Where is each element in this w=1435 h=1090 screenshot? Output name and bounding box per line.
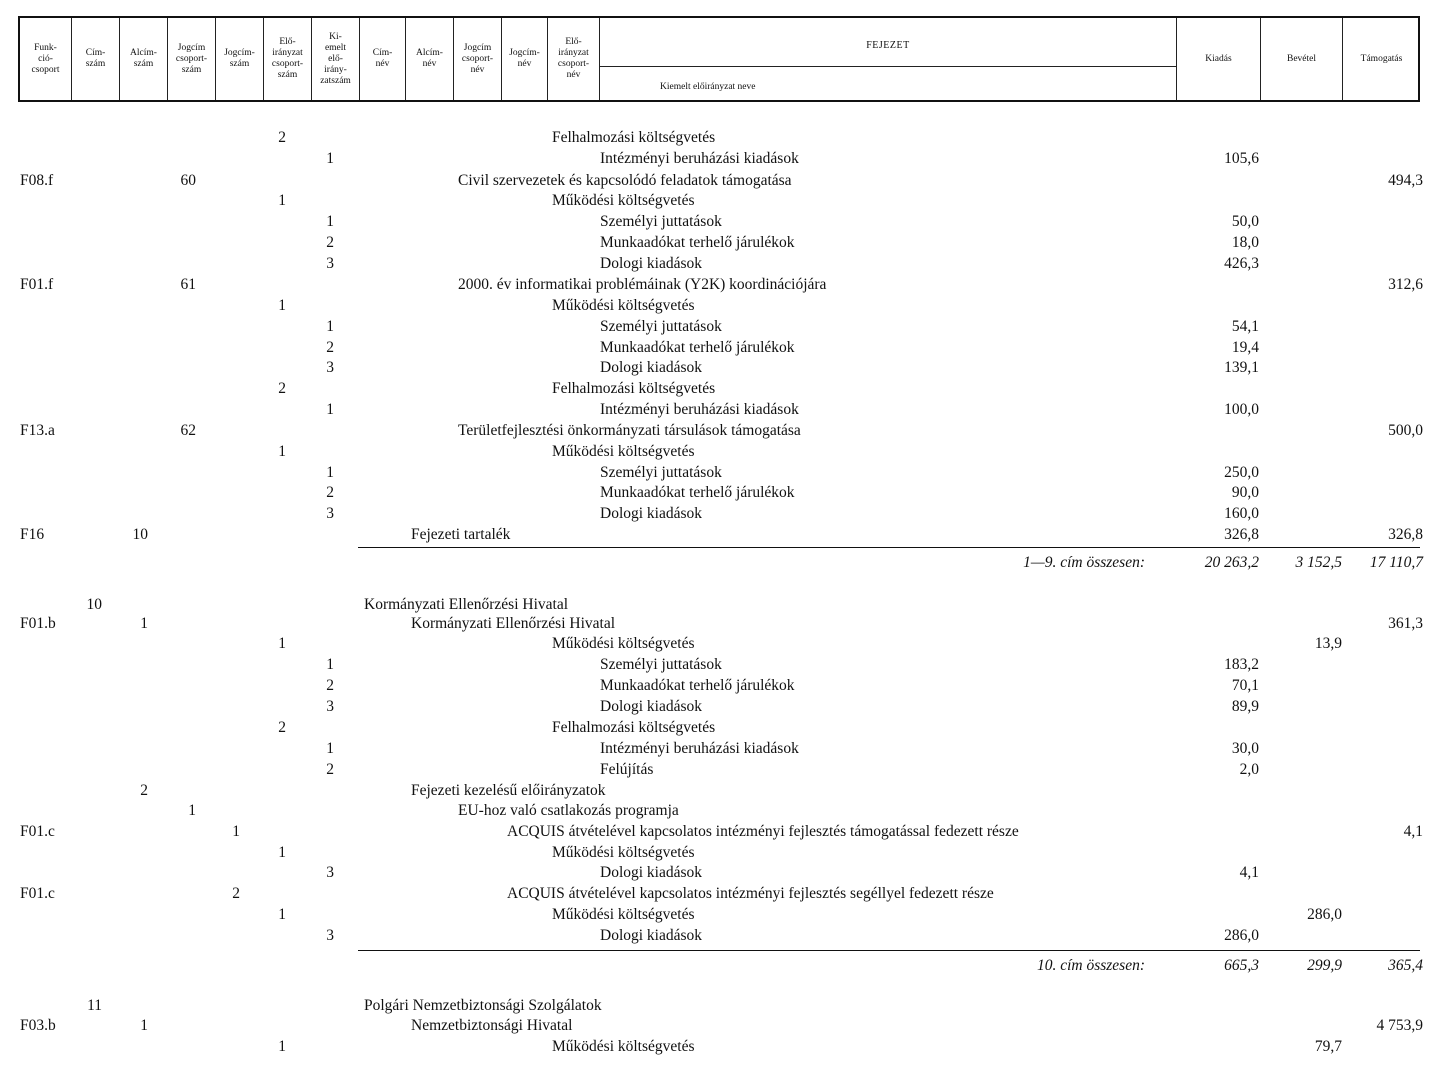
item-name: Munkaadókat terhelő járulékok	[600, 677, 795, 694]
item-name: ACQUIS átvételével kapcsolatos intézményi fejlesztés segéllyel fedezett része	[507, 885, 994, 902]
tamogatas-value: 365,4	[1388, 957, 1423, 974]
kiemelt-eloiranyzat-number: 1	[326, 150, 334, 167]
table-row	[0, 925, 1435, 946]
summary-label: 1—9. cím összesen:	[1023, 554, 1145, 571]
table-row	[0, 482, 1435, 503]
kiemelt-eloiranyzat-number: 1	[326, 318, 334, 335]
kiadas-value: 4,1	[1239, 864, 1259, 881]
tamogatas-value: 312,6	[1388, 276, 1423, 293]
jogcim-csoport-number: 1	[188, 802, 196, 819]
header-eloiranyzat-csoport-nev: Elő- irányzat csoport- név	[548, 18, 600, 100]
table-header	[18, 16, 1420, 102]
kiadas-value: 90,0	[1231, 484, 1259, 501]
item-name: Munkaadókat terhelő járulékok	[600, 484, 795, 501]
table-row	[0, 654, 1435, 675]
item-name: Területfejlesztési önkormányzati társulások támogatása	[458, 422, 801, 439]
header-jogcim-csoport-szam: Jogcím csoport- szám	[168, 18, 216, 100]
table-row	[0, 148, 1435, 169]
item-name: Felhalmozási költségvetés	[552, 380, 716, 397]
table-row	[0, 462, 1435, 483]
kiadas-value: 105,6	[1224, 150, 1259, 167]
table-row	[0, 337, 1435, 358]
alcim-number: 1	[140, 615, 148, 632]
kiadas-value: 89,9	[1231, 698, 1259, 715]
eloiranyzat-csoport-number: 2	[278, 719, 286, 736]
funkcio-code: F13.a	[20, 422, 55, 439]
table-row	[0, 274, 1435, 295]
tamogatas-value: 326,8	[1388, 526, 1423, 543]
header-fejezet	[600, 18, 1177, 100]
item-name: Személyi juttatások	[600, 464, 722, 481]
item-name: Felhalmozási költségvetés	[552, 129, 716, 146]
item-name: Felhalmozási költségvetés	[552, 719, 716, 736]
tamogatas-value: 500,0	[1388, 422, 1423, 439]
table-row	[0, 759, 1435, 780]
item-name: Fejezeti kezelésű előirányzatok	[411, 782, 606, 799]
header-kiemelt-eloiranyzat-szam: Ki- emelt elő- irány- zatszám	[312, 18, 360, 100]
eloiranyzat-csoport-number: 1	[278, 443, 286, 460]
kiadas-value: 70,1	[1231, 677, 1259, 694]
kiemelt-eloiranyzat-number: 1	[326, 740, 334, 757]
cim-number: 10	[86, 596, 102, 613]
eloiranyzat-csoport-number: 2	[278, 380, 286, 397]
item-name: Nemzetbiztonsági Hivatal	[411, 1017, 573, 1034]
kiadas-value: 30,0	[1231, 740, 1259, 757]
item-name: Munkaadókat terhelő járulékok	[600, 339, 795, 356]
header-jogcim-szam: Jogcím- szám	[216, 18, 264, 100]
item-name: Dologi kiadások	[600, 505, 703, 522]
kiadas-value: 100,0	[1224, 401, 1259, 418]
kiadas-value: 2,0	[1239, 761, 1259, 778]
kiemelt-eloiranyzat-number: 1	[326, 656, 334, 673]
kiemelt-eloiranyzat-number: 1	[326, 213, 334, 230]
table-row	[0, 995, 1435, 1016]
table-row	[0, 170, 1435, 191]
kiemelt-eloiranyzat-number: 3	[326, 698, 334, 715]
table-row	[0, 904, 1435, 925]
item-name: Felújítás	[600, 761, 654, 778]
table-row	[0, 842, 1435, 863]
table-row	[0, 253, 1435, 274]
eloiranyzat-csoport-number: 1	[278, 844, 286, 861]
header-alcim-szam: Alcím- szám	[120, 18, 168, 100]
table-row	[0, 738, 1435, 759]
header-eloiranyzat-csoport-szam: Elő- irányzat csoport- szám	[264, 18, 312, 100]
item-name: Kormányzati Ellenőrzési Hivatal	[411, 615, 616, 632]
kiadas-value: 18,0	[1231, 234, 1259, 251]
item-name: Dologi kiadások	[600, 864, 703, 881]
item-name: 2000. év informatikai problémáinak (Y2K) koordinációjára	[458, 276, 827, 293]
header-tamogatas: Támogatás	[1360, 53, 1403, 64]
kiemelt-eloiranyzat-number: 3	[326, 864, 334, 881]
item-name: Polgári Nemzetbiztonsági Szolgálatok	[364, 997, 602, 1014]
header-fejezet-divider	[600, 66, 1176, 67]
table-row	[0, 420, 1435, 441]
cim-number: 11	[87, 997, 102, 1014]
kiemelt-eloiranyzat-number: 1	[326, 464, 334, 481]
header-alcim-nev: Alcím- név	[406, 18, 454, 100]
item-name: Fejezeti tartalék	[411, 526, 511, 543]
bevetel-value: 13,9	[1314, 635, 1342, 652]
summary-row	[0, 552, 1435, 573]
item-name: Kormányzati Ellenőrzési Hivatal	[364, 596, 569, 613]
kiemelt-eloiranyzat-number: 2	[326, 234, 334, 251]
table-row	[0, 1036, 1435, 1057]
kiadas-value: 139,1	[1224, 359, 1259, 376]
table-row	[0, 503, 1435, 524]
table-row	[0, 316, 1435, 337]
tamogatas-value: 494,3	[1388, 172, 1423, 189]
funkcio-code: F01.f	[20, 276, 54, 293]
item-name: Működési költségvetés	[552, 844, 695, 861]
jogcim-number: 1	[232, 823, 240, 840]
alcim-number: 1	[140, 1017, 148, 1034]
item-name: Intézményi beruházási kiadások	[600, 740, 799, 757]
kiemelt-eloiranyzat-number: 3	[326, 927, 334, 944]
kiemelt-eloiranyzat-number: 3	[326, 255, 334, 272]
table-row	[0, 696, 1435, 717]
table-row	[0, 524, 1435, 545]
table-row	[0, 821, 1435, 842]
item-name: Civil szervezetek és kapcsolódó feladatok támogatása	[458, 172, 792, 189]
eloiranyzat-csoport-number: 1	[278, 906, 286, 923]
jogcim-number: 2	[232, 885, 240, 902]
item-name: Dologi kiadások	[600, 698, 703, 715]
item-name: Dologi kiadások	[600, 359, 703, 376]
eloiranyzat-csoport-number: 2	[278, 129, 286, 146]
tamogatas-value: 361,3	[1388, 615, 1423, 632]
table-row	[0, 232, 1435, 253]
item-name: Intézményi beruházási kiadások	[600, 150, 799, 167]
kiadas-value: 183,2	[1224, 656, 1259, 673]
header-jogcim-nev: Jogcím- név	[502, 18, 548, 100]
header-cim-nev: Cím- név	[360, 18, 406, 100]
kiadas-value: 250,0	[1224, 464, 1259, 481]
table-row	[0, 613, 1435, 634]
header-cim-szam: Cím- szám	[72, 18, 120, 100]
eloiranyzat-csoport-number: 1	[278, 192, 286, 209]
funkcio-code: F01.c	[20, 885, 55, 902]
table-row	[0, 295, 1435, 316]
item-name: Működési költségvetés	[552, 443, 695, 460]
kiemelt-eloiranyzat-number: 3	[326, 359, 334, 376]
alcim-number: 10	[132, 526, 148, 543]
header-jogcim-csoport-nev: Jogcím csoport- név	[454, 18, 502, 100]
kiadas-value: 50,0	[1231, 213, 1259, 230]
table-row	[0, 399, 1435, 420]
summary-rule	[358, 950, 1420, 951]
bevetel-value: 299,9	[1307, 957, 1342, 974]
bevetel-value: 3 152,5	[1295, 554, 1342, 571]
item-name: Személyi juttatások	[600, 656, 722, 673]
bevetel-value: 286,0	[1307, 906, 1342, 923]
kiadas-value: 286,0	[1224, 927, 1259, 944]
funkcio-code: F01.c	[20, 823, 55, 840]
tamogatas-value: 17 110,7	[1369, 554, 1423, 571]
table-row	[0, 190, 1435, 211]
table-row	[0, 594, 1435, 615]
table-row	[0, 800, 1435, 821]
header-bevetel: Bevétel	[1261, 18, 1343, 100]
summary-rule	[358, 547, 1420, 548]
item-name: Intézményi beruházási kiadások	[600, 401, 799, 418]
eloiranyzat-csoport-number: 1	[278, 635, 286, 652]
kiadas-value: 19,4	[1231, 339, 1259, 356]
table-row	[0, 883, 1435, 904]
item-name: Működési költségvetés	[552, 906, 695, 923]
table-row	[0, 1015, 1435, 1036]
item-name: Működési költségvetés	[552, 635, 695, 652]
summary-label: 10. cím összesen:	[1036, 957, 1145, 974]
tamogatas-value: 4 753,9	[1376, 1017, 1423, 1034]
kiemelt-eloiranyzat-number: 3	[326, 505, 334, 522]
table-row	[0, 378, 1435, 399]
kiemelt-eloiranyzat-number: 2	[326, 339, 334, 356]
table-row	[0, 717, 1435, 738]
item-name: Működési költségvetés	[552, 192, 695, 209]
header-fejezet-title: FEJEZET	[866, 40, 910, 51]
jogcim-csoport-number: 62	[180, 422, 196, 439]
kiemelt-eloiranyzat-number: 1	[326, 401, 334, 418]
item-name: Munkaadókat terhelő járulékok	[600, 234, 795, 251]
kiadas-value: 426,3	[1224, 255, 1259, 272]
bevetel-value: 79,7	[1314, 1038, 1342, 1055]
eloiranyzat-csoport-number: 1	[278, 297, 286, 314]
jogcim-csoport-number: 60	[180, 172, 196, 189]
table-row	[0, 211, 1435, 232]
item-name: ACQUIS átvételével kapcsolatos intézményi fejlesztés támogatással fedezett része	[507, 823, 1019, 840]
table-row	[0, 862, 1435, 883]
kiemelt-eloiranyzat-number: 2	[326, 484, 334, 501]
item-name: Személyi juttatások	[600, 213, 722, 230]
item-name: Személyi juttatások	[600, 318, 722, 335]
item-name: Dologi kiadások	[600, 927, 703, 944]
tamogatas-value: 4,1	[1403, 823, 1423, 840]
table-row	[0, 675, 1435, 696]
table-row	[0, 633, 1435, 654]
eloiranyzat-csoport-number: 1	[278, 1038, 286, 1055]
item-name: EU-hoz való csatlakozás programja	[458, 802, 679, 819]
summary-row	[0, 955, 1435, 976]
kiadas-value: 54,1	[1231, 318, 1259, 335]
header-kiemelt-eloiranyzat-neve: Kiemelt előirányzat neve	[660, 82, 756, 92]
kiadas-value: 20 263,2	[1204, 554, 1259, 571]
table-row	[0, 357, 1435, 378]
funkcio-code: F08.f	[20, 172, 54, 189]
item-name: Működési költségvetés	[552, 297, 695, 314]
jogcim-csoport-number: 61	[180, 276, 196, 293]
table-row	[0, 780, 1435, 801]
item-name: Működési költségvetés	[552, 1038, 695, 1055]
kiadas-value: 665,3	[1224, 957, 1259, 974]
kiemelt-eloiranyzat-number: 2	[326, 761, 334, 778]
table-row	[0, 441, 1435, 462]
item-name: Dologi kiadások	[600, 255, 703, 272]
funkcio-code: F16	[20, 526, 45, 543]
kiadas-value: 326,8	[1224, 526, 1259, 543]
table-row	[0, 127, 1435, 148]
kiadas-value: 160,0	[1224, 505, 1259, 522]
kiemelt-eloiranyzat-number: 2	[326, 677, 334, 694]
funkcio-code: F03.b	[20, 1017, 56, 1034]
funkcio-code: F01.b	[20, 615, 56, 632]
header-kiadas: Kiadás	[1177, 18, 1261, 100]
alcim-number: 2	[140, 782, 148, 799]
header-funkcio-csoport: Funk- ció- csoport	[20, 18, 72, 100]
